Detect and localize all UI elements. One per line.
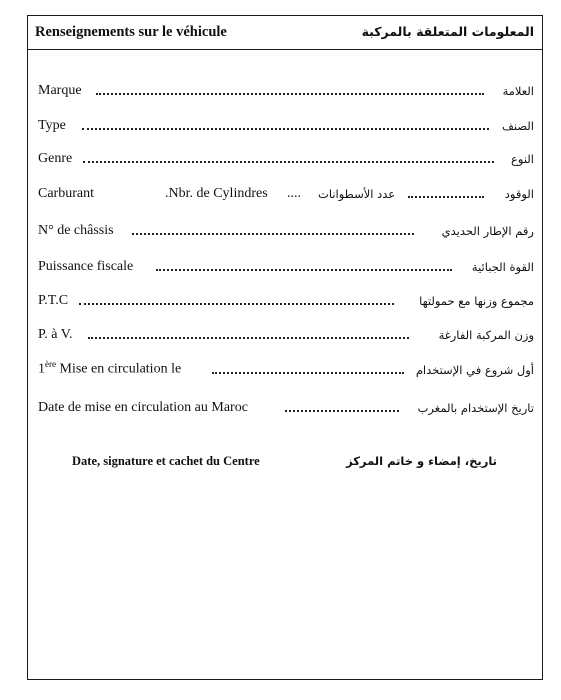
field-dotted-line[interactable] <box>156 269 452 271</box>
field-puissance <box>38 255 534 275</box>
field-dotted-line[interactable] <box>88 337 409 339</box>
field-dotted-line[interactable] <box>96 93 484 95</box>
field-pav <box>38 323 534 343</box>
field-dotted-line[interactable] <box>212 372 404 374</box>
field-circulation-maroc <box>38 396 534 416</box>
field-label-fr: Puissance fiscale <box>38 259 134 274</box>
field-label-ar: أول شروع في الإستخدام <box>415 363 534 377</box>
field-label-fr: P. à V. <box>38 327 73 342</box>
field-marque <box>38 79 534 99</box>
field-dotted-line[interactable] <box>408 196 484 198</box>
field-label-fr: Genre <box>38 151 73 166</box>
header-title-fr: Renseignements sur le véhicule <box>35 24 227 40</box>
field-label-fr: Marque <box>38 83 82 98</box>
field-ptc <box>38 289 534 309</box>
cylinders-dots[interactable]: .... <box>287 186 301 201</box>
cylinders-label-fr: .Nbr. de Cylindres <box>165 186 268 201</box>
field-label-ar: الصنف <box>501 119 534 133</box>
signature-label-fr: Date, signature et cachet du Centre <box>72 454 260 468</box>
field-dotted-line[interactable] <box>82 128 489 130</box>
field-carburant <box>38 182 534 202</box>
field-label-ar: القوة الجبائية <box>471 260 534 274</box>
field-label-ar: الوقود <box>504 187 534 201</box>
field-dotted-line[interactable] <box>79 303 394 305</box>
field-label-ar: رقم الإطار الحديدي <box>441 224 534 238</box>
field-dotted-line[interactable] <box>132 233 414 235</box>
field-label-fr: N° de châssis <box>38 223 114 238</box>
field-label-fr-text: Mise en circulation le <box>59 362 182 377</box>
field-label-fr: P.T.C <box>38 293 69 308</box>
field-label-ar: النوع <box>511 152 534 166</box>
signature-label-ar: تاريخ، إمضاء و خاتم المركز <box>346 454 497 468</box>
field-label-fr: Type <box>38 118 66 133</box>
field-label-fr: Carburant <box>38 186 94 201</box>
vehicle-info-form <box>27 15 543 680</box>
field-label-ar: العلامة <box>502 84 534 98</box>
field-chassis <box>38 219 534 239</box>
field-label-ar: مجموع وزنها مع حمولتها <box>419 294 534 308</box>
field-dotted-line[interactable] <box>285 410 399 412</box>
header-title-ar: المعلومات المتعلقة بالمركبة <box>361 24 534 39</box>
ordinal-suffix: ère <box>45 359 56 370</box>
field-label-fr <box>38 359 181 378</box>
cylinders-label-ar: عدد الأسطوانات <box>318 187 396 201</box>
field-label-ar: تاريخ الإستخدام بالمغرب <box>417 401 534 415</box>
field-genre <box>38 147 534 167</box>
field-dotted-line[interactable] <box>83 161 494 163</box>
field-type <box>38 114 534 134</box>
field-premiere-circulation <box>38 358 534 378</box>
ordinal-number: 1 <box>38 362 45 377</box>
field-label-fr: Date de mise en circulation au Maroc <box>38 400 248 415</box>
field-label-ar: وزن المركبة الفارغة <box>438 328 534 342</box>
form-header <box>28 16 542 50</box>
